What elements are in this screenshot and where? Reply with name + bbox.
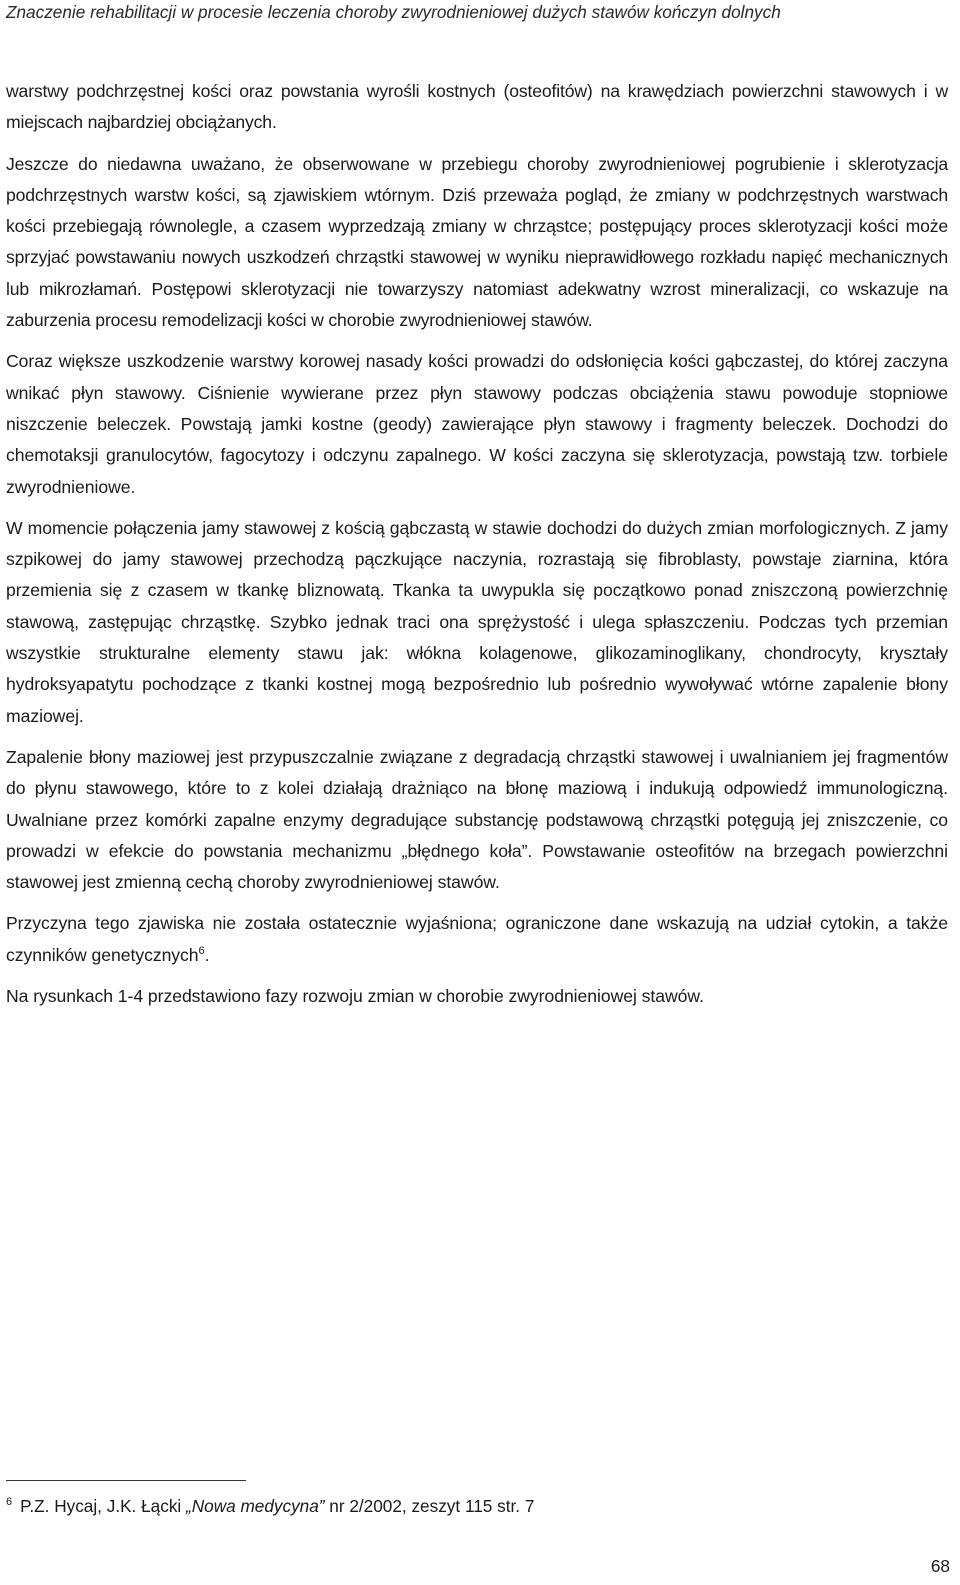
paragraph-5: Zapalenie błony maziowej jest przypuszczalnie związane z degradacją chrząstki stawowej i uwalnianiem jej fragmentów do płynu stawowego, które to z kolei działają drażniąco na błonę maziową i indukują odpowiedź immunologiczną. Uwalniane przez komórki zapalne enzymy degradujące substancję podstawową chrząstki potęgują jej zniszczenie, co prowadzi w efekcie do powstania mechanizmu „błędnego koła”. Powstawanie osteofitów na brzegach powierzchni stawowej jest zmienną cechą choroby zwyrodnieniowej stawów. <box>6 746 948 893</box>
paragraph-6-end: . <box>204 944 210 965</box>
paragraph-6-text: Przyczyna tego zjawiska nie została ostatecznie wyjaśniona; ograniczone dane wskazują na udział cytokin, a także czynników genetycznych <box>6 913 948 965</box>
footnote-journal: „Nowa medycyna” <box>186 1496 325 1516</box>
footnote-separator <box>6 1480 246 1481</box>
footnote <box>6 1496 534 1517</box>
footnote-reference[interactable]: 6 <box>198 944 205 957</box>
paragraph-1: warstwy podchrzęstnej kości oraz powstania wyrośli kostnych (osteofitów) na krawędziach powierzchni stawowych i w miejscach najbardziej obciążanych. <box>6 81 948 133</box>
paragraph-6 <box>6 908 948 971</box>
page-number: 68 <box>930 1556 950 1576</box>
paragraph-2 <box>6 149 948 337</box>
paragraph-7: Na rysunkach 1-4 przedstawiono fazy rozwoju zmian w chorobie zwyrodnieniowej stawów. <box>6 986 704 1007</box>
paragraph-2-part-b: Dziś przeważa pogląd, że zmiany w podchrzęstnych warstwach kości przebiegają równolegle, a czasem wyprzedzają zmiany w chrząstce; postępujący proces sklerotyzacji kości może sprzyjać powstawaniu nowych uszkodzeń chrząstki stawowej w wyniku nieprawidłowego rozkładu napięć mechanicznych lub mikrozłamań. Postępowi sklerotyzacji nie towarzyszy natomiast adekwatny wzrost mineralizacji, co wskazuje na zaburzenia procesu remodelizacji kości w chorobie zwyrodnieniowej stawów. <box>6 184 948 331</box>
footnote-mark: 6 <box>6 1496 13 1509</box>
paragraph-4: W momencie połączenia jamy stawowej z kością gąbczastą w stawie dochodzi do dużych zmian morfologicznych. Z jamy szpikowej do jamy stawowej przechodzą pączkujące naczynia, rozrastają się fibroblasty, powstaje ziarnina, która przemienia się z czasem w tkankę bliznowatą. Tkanka ta uwypukla się początkowo ponad zniszczoną powierzchnię stawową, zastępując chrząstkę. Szybko jednak traci ona sprężystość i ulega spłaszczeniu. Podczas tych przemian wszystkie strukturalne elementy stawu jak: włókna kolagenowe, glikozaminoglikany, chondrocyty, kryształy hydroksyapatytu pochodzące z tkanki kostnej mogą bezpośrednio lub pośrednio wywoływać wtórne zapalenie błony maziowej. <box>6 517 948 726</box>
paragraph-2-part-a: Jeszcze do niedawna uważano, że obserwowane w przebiegu choroby zwyrodnieniowej pogrubienie i sklerotyzacja podchrzęstnych warstw kości, są zjawiskiem wtórnym. <box>6 153 948 205</box>
body-text <box>6 76 948 1022</box>
paragraph-3: Coraz większe uszkodzenie warstwy korowej nasady kości prowadzi do odsłonięcia kości gąbczastej, do której zaczyna wnikać płyn stawowy. Ciśnienie wywierane przez płyn stawowy podczas obciążenia stawu powoduje stopniowe niszczenie beleczek. Powstają jamki kostne (geody) zawierające płyn stawowy i fragmenty beleczek. Dochodzi do chemotaksji granulocytów, fagocytozy i odczynu zapalnego. W kości zaczyna się sklerotyzacja, powstają tzw. torbiele zwyrodnieniowe. <box>6 351 948 497</box>
footnote-authors: P.Z. Hycaj, J.K. Łącki <box>20 1496 187 1516</box>
footnote-details: nr 2/2002, zeszyt 115 str. 7 <box>324 1496 535 1516</box>
running-header: Znaczenie rehabilitacji w procesie leczenia choroby zwyrodnieniowej dużych stawów kończyn dolnych <box>6 2 781 22</box>
